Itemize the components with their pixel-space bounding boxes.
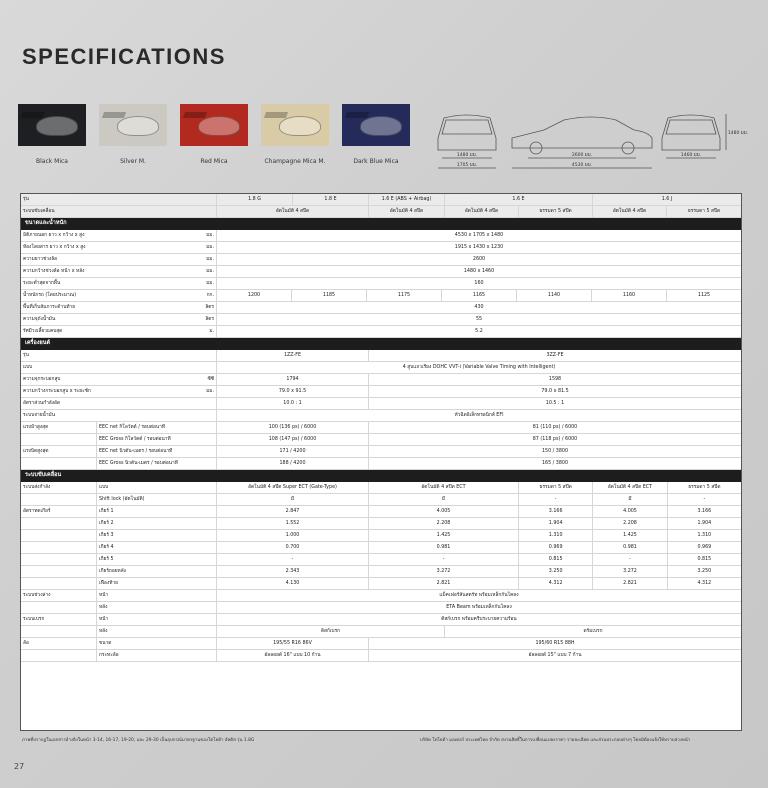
spec-row [21, 410, 741, 422]
spec-row [21, 398, 741, 410]
power-row [21, 434, 741, 446]
row-value: 100 (136 ps) / 6000 [217, 422, 369, 433]
swatch-silver [99, 104, 167, 165]
row-value: 0.969 [697, 545, 712, 550]
group-label [21, 578, 97, 589]
color-swatches [18, 104, 423, 165]
spec-row [21, 326, 741, 338]
row-value: 55 [475, 317, 483, 322]
row-value: 1480 x 1460 [463, 269, 495, 274]
sub-label: เกียร์ 5 [97, 554, 217, 565]
spec-row [21, 374, 741, 386]
row-value: 1794 [217, 374, 369, 385]
row-value: มี [593, 494, 667, 505]
transmission-row [21, 206, 741, 218]
row-value: 4 สูบแถวเรียง DOHC VVT-i (Variable Valve Timing with Intelligent) [402, 365, 556, 370]
row-label: รัศมีวงเลี้ยวแคบสุด ม. [21, 326, 217, 337]
chassis-row [21, 650, 741, 662]
row-value: 150 / 3800 [541, 449, 569, 454]
group-label [21, 650, 97, 661]
wheelbase-label: 2600 มม. [571, 153, 593, 158]
row-value: 165 / 3800 [541, 461, 569, 466]
front-track-label: 1480 มม. [456, 153, 478, 158]
chassis-row [21, 590, 741, 602]
row-value: 1ZZ-FE [217, 350, 369, 361]
row-label: ห้องโดยสาร ยาว x กว้าง x สูง มม. [21, 242, 217, 253]
row-value: ดรัมเบรก [583, 629, 603, 634]
group-label: แรงม้าสูงสุด [21, 422, 97, 433]
overall-width-label: 1705 มม. [456, 163, 478, 168]
row-value: 1200 [217, 290, 292, 301]
sub-label: เกียร์ถอยหลัง [97, 566, 217, 577]
car-color-photo [261, 104, 329, 146]
row-value: ETA Beam พร้อมเหล็กกันโคลง [446, 605, 512, 610]
trans-col: อัตโนมัติ 4 สปีด [217, 206, 369, 217]
spec-row [21, 362, 741, 374]
chassis-row [21, 638, 741, 650]
row-value: อัตโนมัติ 4 สปีด ECT [369, 482, 519, 493]
row-value: 1.552 [217, 518, 369, 529]
row-value: - [593, 554, 667, 565]
model-col: 1.6 E [445, 194, 593, 205]
spec-row [21, 386, 741, 398]
row-value: 3.250 [519, 566, 593, 577]
car-color-photo [99, 104, 167, 146]
power-row [21, 458, 741, 470]
row-value: 2600 [472, 257, 486, 262]
car-dimension-diagram [432, 104, 752, 176]
swatch-dark-blue [342, 104, 410, 165]
spec-row [21, 350, 741, 362]
swatch-red-mica [180, 104, 248, 165]
row-value: 4.005 [369, 506, 519, 517]
row-value: 188 / 4200 [217, 458, 369, 469]
row-value: 2.208 [593, 518, 667, 529]
sub-label: เกียร์ 3 [97, 530, 217, 541]
sub-label: ขนาด [97, 638, 217, 649]
group-label [21, 626, 97, 637]
group-label: ล้อ [21, 638, 97, 649]
row-label: น้ำหนักรถ (โดยประมาณ) กก. [21, 290, 217, 301]
spec-row [21, 302, 741, 314]
row-value: 2.847 [217, 506, 369, 517]
row-value: อัลลอยด์ 15" แบบ 7 ก้าน [528, 653, 582, 658]
group-label: อัตราทดเกียร์ [21, 506, 97, 517]
sub-label: EEC Gross นิวตัน-เมตร / รอบต่อนาที [97, 458, 217, 469]
row-label: อัตราส่วนกำลังอัด [21, 398, 217, 409]
sub-label: EEC net นิวตัน-เมตร / รอบต่อนาที [97, 446, 217, 457]
row-label: ระบบขับเคลื่อน [21, 206, 217, 217]
group-label [21, 494, 97, 505]
row-label: ความกว้างกระบอกสูบ x ระยะชัก มม. [21, 386, 217, 397]
group-label [21, 566, 97, 577]
row-label: ความจุถังน้ำมัน ลิตร [21, 314, 217, 325]
chassis-row [21, 602, 741, 614]
row-value: 1140 [517, 290, 592, 301]
row-value: 1.000 [217, 530, 369, 541]
row-value: 1915 x 1430 x 1230 [454, 245, 504, 250]
color-label: Black Mica [36, 158, 68, 165]
spec-row [21, 254, 741, 266]
height-label: 1480 มม. [727, 131, 749, 136]
row-value: 0.981 [369, 542, 519, 553]
row-value: 0.700 [217, 542, 369, 553]
row-value: ธรรมดา 5 สปีด [688, 485, 721, 490]
chassis-row [21, 614, 741, 626]
trans-row [21, 530, 741, 542]
group-label: ระบบช่วงล่าง [21, 590, 97, 601]
row-value: 79.0 x 91.5 [217, 386, 369, 397]
trans-row [21, 554, 741, 566]
trans-row [21, 518, 741, 530]
trans-row [21, 566, 741, 578]
row-value: 0.815 [697, 557, 712, 562]
group-label [21, 458, 97, 469]
row-value: 171 / 4200 [217, 446, 369, 457]
color-label: Red Mica [200, 158, 228, 165]
row-value: 1.310 [697, 533, 712, 538]
model-col: 1.6 J [593, 194, 741, 205]
sub-label: EEC net กิโลวัตต์ / รอบต่อนาที [97, 422, 217, 433]
spec-row [21, 242, 741, 254]
row-value: 2.208 [369, 518, 519, 529]
row-value: อัลลอยด์ 16" แบบ 10 ก้าน [217, 650, 369, 661]
row-value: 3.166 [697, 509, 712, 514]
sub-label: เกียร์ 1 [97, 506, 217, 517]
side-view-icon [512, 117, 652, 148]
section-dimensions: ขนาดและน้ำหนัก [21, 218, 741, 230]
row-label: พื้นที่เก็บสัมภาระด้านท้าย ลิตร [21, 302, 217, 313]
row-value: 430 [474, 305, 484, 310]
row-value: อัตโนมัติ 4 สปีด ECT [593, 482, 667, 493]
row-value: 2.821 [593, 578, 667, 589]
trans-row [21, 578, 741, 590]
weight-row [21, 290, 741, 302]
row-value: ธรรมดา 5 สปีด [519, 482, 593, 493]
row-value: มี [217, 494, 369, 505]
row-value: 3ZZ-FE [546, 353, 564, 358]
sub-label: เฟืองท้าย [97, 578, 217, 589]
row-value: 1185 [292, 290, 367, 301]
spec-row [21, 278, 741, 290]
row-value: 1598 [548, 377, 562, 382]
sub-label: หน้า [97, 614, 217, 625]
car-color-photo [180, 104, 248, 146]
overall-length-label: 4530 มม. [571, 163, 593, 168]
sub-label: EEC Gross กิโลวัตต์ / รอบต่อนาที [97, 434, 217, 445]
group-label [21, 542, 97, 553]
row-label: แบบ [21, 362, 217, 373]
row-value: แม็คเฟอร์สันสตรัท พร้อมเหล็กกันโคลง [439, 593, 519, 598]
page-number: 27 [14, 762, 25, 771]
trans-col: อัตโนมัติ 4 สปีด [369, 206, 445, 217]
sub-label: หลัง [97, 602, 217, 613]
row-label: รุ่น [21, 350, 217, 361]
group-label [21, 530, 97, 541]
power-row [21, 422, 741, 434]
row-value: 4.312 [697, 581, 712, 586]
sub-label: เกียร์ 2 [97, 518, 217, 529]
power-row [21, 446, 741, 458]
row-value: 3.272 [369, 566, 519, 577]
model-col: 1.8 E [293, 194, 369, 205]
trans-col: ธรรมดา 5 สปีด [667, 206, 741, 217]
row-value: 1.310 [519, 530, 593, 541]
row-value: 1.425 [593, 530, 667, 541]
spec-table [20, 193, 742, 731]
row-value: 0.815 [519, 554, 593, 565]
sub-label: กระทะล้อ [97, 650, 217, 661]
color-label: Dark Blue Mica [353, 158, 399, 165]
sub-label: หน้า [97, 590, 217, 601]
trans-col: อัตโนมัติ 4 สปีด [445, 206, 519, 217]
row-value: 1.425 [369, 530, 519, 541]
row-value: ดิสก์เบรก [217, 626, 445, 637]
row-value: 160 [474, 281, 484, 286]
trans-col: ธรรมดา 5 สปีด [519, 206, 593, 217]
row-value: - [369, 554, 519, 565]
row-value: 1.904 [519, 518, 593, 529]
group-label [21, 518, 97, 529]
row-value: 10.5 : 1 [545, 401, 565, 406]
row-value: 4.312 [519, 578, 593, 589]
row-value: 1165 [442, 290, 517, 301]
group-label [21, 434, 97, 445]
spec-row [21, 314, 741, 326]
row-value: 4.005 [593, 506, 667, 517]
footnote-left: ภาพที่ปรากฏในเอกสารอ้างอิงในหน้า 3-14, 16-17, 19-20, และ 29-30 เป็นอุปกรณ์มาตรฐานของโตโยต้า อัลติส รุ่น 1.8G [22, 738, 255, 743]
row-value: 195/60 R15 88H [535, 641, 575, 646]
trans-row [21, 542, 741, 554]
row-label: ความกว้างช่วงล้อ หน้า x หลัง มม. [21, 266, 217, 277]
row-value: - [519, 494, 593, 505]
row-value: 1125 [697, 293, 711, 298]
car-color-photo [18, 104, 86, 146]
row-value: 1175 [367, 290, 442, 301]
trans-col: อัตโนมัติ 4 สปีด [593, 206, 667, 217]
row-label: ระยะต่ำสุดจากพื้น มม. [21, 278, 217, 289]
swatch-black-mica [18, 104, 86, 165]
rear-track-label: 1460 มม. [680, 153, 702, 158]
sub-label: เกียร์ 4 [97, 542, 217, 553]
row-value: 195/55 R16 86V [217, 638, 369, 649]
row-value: - [217, 554, 369, 565]
row-label: รุ่น [21, 194, 217, 205]
trans-row [21, 494, 741, 506]
section-engine: เครื่องยนต์ [21, 338, 741, 350]
row-value: 87 (118 ps) / 6000 [532, 437, 578, 442]
row-label: มิติภายนอก ยาว x กว้าง x สูง มม. [21, 230, 217, 241]
row-value: หัวฉีดอิเล็กทรอนิกส์ EFI [454, 413, 504, 418]
row-value: 1.904 [697, 521, 712, 526]
row-value: 5.2 [475, 329, 483, 334]
row-value: อัตโนมัติ 4 สปีด Super ECT (Gate-Type) [217, 482, 369, 493]
row-value: 3.250 [697, 569, 712, 574]
color-label: Silver M. [120, 158, 146, 165]
trans-row [21, 506, 741, 518]
row-label: ความจุกระบอกสูบ ซีซี [21, 374, 217, 385]
row-value: 1160 [592, 290, 667, 301]
row-value: - [703, 497, 706, 502]
sub-label: หลัง [97, 626, 217, 637]
row-value: 4.130 [217, 578, 369, 589]
row-value: 0.969 [519, 542, 593, 553]
swatch-champagne [261, 104, 329, 165]
row-value: 108 (147 ps) / 6000 [217, 434, 369, 445]
model-row [21, 194, 741, 206]
sub-label: Shift lock (อัตโนมัติ) [97, 494, 217, 505]
row-label: ระบบจ่ายน้ำมัน [21, 410, 217, 421]
group-label: ระบบเบรก [21, 614, 97, 625]
chassis-row [21, 626, 741, 638]
car-color-photo [342, 104, 410, 146]
row-value: 2.343 [217, 566, 369, 577]
row-value: 10.0 : 1 [217, 398, 369, 409]
row-label: ความยาวช่วงล้อ มม. [21, 254, 217, 265]
footnote-right: บริษัท โตโยต้า มอเตอร์ ประเทศไทย จำกัด สงวนสิทธิ์ในการเปลี่ยนแปลงราคา รายละเอียด และส่วนประกอบต่างๆ โดยมิต้องแจ้งให้ทราบล่วงหน้า [420, 738, 691, 743]
row-value: 4530 x 1705 x 1480 [454, 233, 504, 238]
group-label: ระบบส่งกำลัง [21, 482, 97, 493]
row-value: 2.821 [369, 578, 519, 589]
model-col: 1.8 G [217, 194, 293, 205]
group-label [21, 602, 97, 613]
trans-row [21, 482, 741, 494]
color-label: Champagne Mica M. [264, 158, 326, 165]
group-label: แรงบิดสูงสุด [21, 446, 97, 457]
sub-label: แบบ [97, 482, 217, 493]
model-col: 1.6 E (ABS + Airbag) [369, 194, 445, 205]
row-value: 3.272 [593, 566, 667, 577]
page-title: SPECIFICATIONS [22, 44, 226, 69]
section-drivetrain: ระบบขับเคลื่อน [21, 470, 741, 482]
row-value: 81 (110 ps) / 6000 [532, 425, 578, 430]
group-label [21, 554, 97, 565]
spec-row [21, 266, 741, 278]
row-value: มี [369, 494, 519, 505]
spec-row [21, 230, 741, 242]
row-value: 3.166 [519, 506, 593, 517]
row-value: ดิสก์เบรก พร้อมครีบระบายความร้อน [441, 617, 517, 622]
row-value: 79.0 x 81.5 [541, 389, 569, 394]
row-value: 0.981 [593, 542, 667, 553]
